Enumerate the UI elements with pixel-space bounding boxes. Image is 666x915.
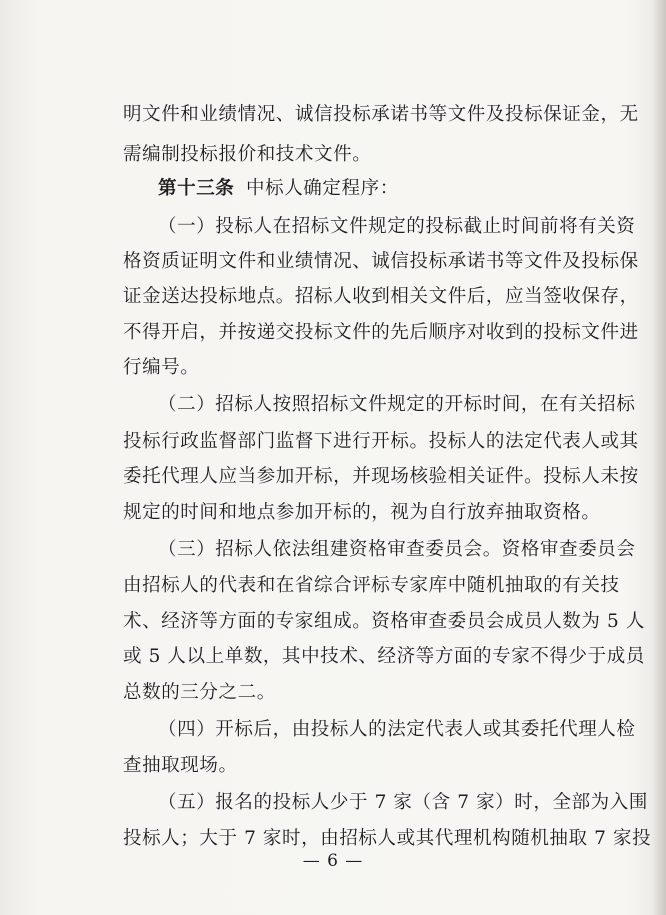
paragraph-1-line: （一）投标人在招标文件规定的投标截止时间前将有关资 <box>158 216 636 237</box>
paragraph-3-line: 术、经济等方面的专家组成。资格审查委员会成员人数为 5 人 <box>123 611 645 632</box>
paragraph-3-line: 总数的三分之二。 <box>123 682 276 703</box>
paragraph-1-line: 格资质证明文件和业绩情况、诚信投标承诺书等文件及投标保 <box>123 251 639 272</box>
paragraph-3-line: 或 5 人以上单数，其中技术、经济等方面的专家不得少于成员 <box>123 646 645 667</box>
paragraph-5-line: 投标人；大于 7 家时，由招标人或其代理机构随机抽取 7 家投 <box>123 828 652 849</box>
paragraph-1-line: 证金送达投标地点。招标人收到相关文件后，应当签收保存， <box>123 286 639 307</box>
paragraph-3-line: 由招标人的代表和在省综合评标专家库中随机抽取的有关技 <box>123 575 620 596</box>
page-number: — 6 — <box>302 851 364 871</box>
paragraph-5-line: （五）报名的投标人少于 7 家（含 7 家）时，全部为入围 <box>158 792 648 813</box>
paragraph-1-line: 行编号。 <box>123 357 200 378</box>
paragraph-2-line: 委托代理人应当参加开标，并现场核验相关证件。投标人未按 <box>123 466 639 487</box>
article-heading: 第十三条 <box>158 178 235 199</box>
paragraph-1-line: 不得开启，并按递交投标文件的先后顺序对收到的投标文件进 <box>123 322 639 343</box>
paragraph-4-line: 查抽取现场。 <box>123 755 238 776</box>
paragraph-3-line: （三）招标人依法组建资格审查委员会。资格审查委员会 <box>158 539 636 560</box>
paragraph-2-line: （二）招标人按照招标文件规定的开标时间，在有关招标 <box>158 394 636 415</box>
paragraph-4-line: （四）开标后，由投标人的法定代表人或其委托代理人检 <box>158 719 636 740</box>
text-line: 明文件和业绩情况、诚信投标承诺书等文件及投标保证金，无 <box>123 104 639 125</box>
paragraph-2-line: 投标行政监督部门监督下进行开标。投标人的法定代表人或其 <box>123 431 639 452</box>
paragraph-2-line: 规定的时间和地点参加开标的，视为自行放弃抽取资格。 <box>123 502 601 523</box>
article-title: 中标人确定程序： <box>246 178 399 199</box>
text-line: 需编制投标报价和技术文件。 <box>123 144 372 165</box>
